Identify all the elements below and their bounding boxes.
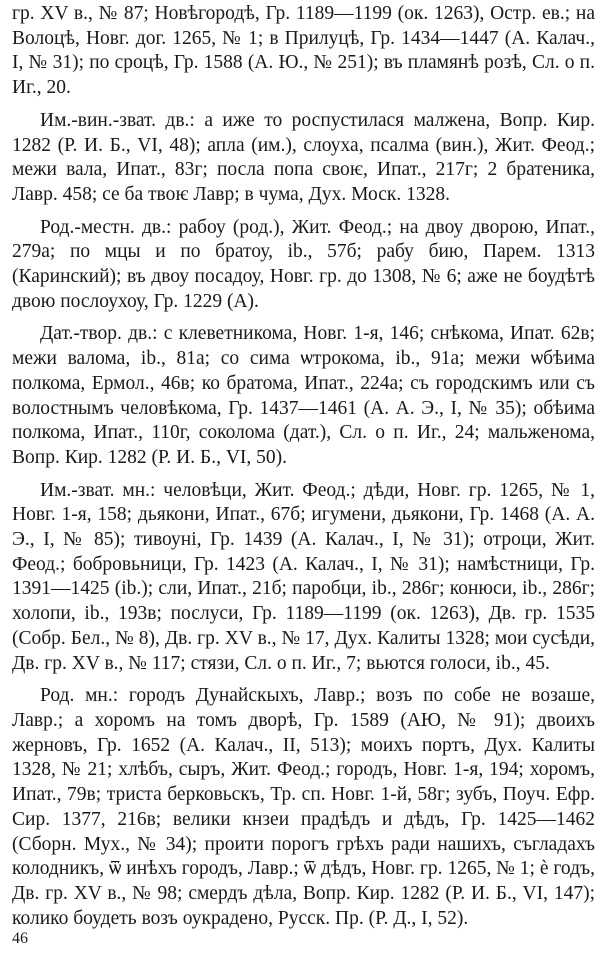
paragraph-dual-dative: Дат.-твор. дв.: с клеветникома, Новг. 1-я, 146; снѣкома, Ипат. 62в; межи валома, ib., 81а; со сима ѡтрокома, ib., 91а; межи ѡбѣима полкома, Ермол., 46в; ко братома, Ипат., 224а; съ городскимъ или съ волостнымъ человѣкома, Гр. 1437—1461 (А. А. Э., I, № 35); обѣима полкома, Ипат., 110г, соколома (дат.), Сл. о п. Иг., 24; мальженома, Вопр. Кир. 1282 (Р. И. Б., VI, 50). — [12, 323, 595, 468]
paragraph-continuation: гр. XV в., № 87; Новѣгородѣ, Гр. 1189—1199 (ок. 1263), Остр. ев.; на Волоцѣ, Новг. дог. 1265, № 1; в Прилуцѣ, Гр. 1434—1447 (А. Калач., I, № 31); по сроцѣ, Гр. 1588 (А. Ю., № 251); въ пламянѣ розѣ, Сл. о п. Иг., 20. — [12, 3, 595, 99]
paragraph-plural-nominative: Им.-зват. мн.: человѣци, Жит. Феод.; дѣди, Новг. гр. 1265, № 1, Новг. 1-я, 158; дьякони, Ипат., 67б; игумени, дьякони, Гр. 1468 (А. А. Э., I, № 85); тивоуні, Гр. 1439 (А. Калач., I, № 31); отроци, Жит. Феод.; бобровьници, Гр. 1423 (А. Калач., I, № 31); намѣстници, Гр. 1391—1425 (ib.); сли, Ипат., 21б; паробци, ib., 286г; конюси, ib., 286г; холопи, ib., 193в; послуси, Гр. 1189—1199 (ок. 1263), Дв. гр. 1535 (Собр. Бел., № 8), Дв. гр. XV в., № 17, Дух. Калиты 1328; мои сусѣди, Дв. гр. XV в., № 117; стязи, Сл. о п. Иг., 7; вьются голоси, ib., 45. — [12, 479, 595, 674]
paragraph-dual-nominative: Им.-вин.-зват. дв.: а иже то роспустилася малжена, Вопр. Кир. 1282 (Р. И. Б., VI, 48); апла (им.), слоуха, псалма (вин.), Жит. Феод.; межи вала, Ипат., 83г; посла попа своѥ, Ипат., 217г; 2 братеника, Лавр. 458; се ба твоѥ Лавр; в чума, Дух. Моск. 1328. — [12, 109, 595, 205]
main-text — [12, 2, 595, 939]
paragraph-plural-genitive: Род. мн.: городъ Дунайскыхъ, Лавр.; возъ по собе не возаше, Лавр.; а хоромъ на томъ дворѣ, Гр. 1589 (АЮ, № 91); двоихъ жерновъ, Гр. 1652 (А. Калач., II, 513); моихъ портъ, Дух. Калиты 1328, № 21; хлѣбъ, сыръ, Жит. Феод.; городъ, Новг. 1-я, 194; хоромъ, Ипат., 79в; триста берковьскъ, Тр. сп. Новг. 1-й, 58г; зубъ, Поуч. Ефр. Сир. 1377, 216в; велики кнзеи прадѣдъ и дѣдъ, Гр. 1425—1462 (Сборн. Мух., № 34); проити порогъ грѣхъ ради нашихъ, съгладахъ колодникъ, ѿ инѣхъ городъ, Лавр.; ѿ дѣдъ, Новг. гр. 1265, № 1; ѐ годъ, Дв. гр. XV в., № 98; смердъ дѣла, Вопр. Кир. 1282 (Р. И. Б., VI, 147); колико боудеть возъ оукрадено, Русск. Пр. (Р. Д., I, 52). — [12, 685, 595, 929]
paragraph-dual-genitive: Род.-местн. дв.: рабоу (род.), Жит. Феод.; на двоу дворою, Ипат., 279а; по мцы и по братоу, ib., 57б; рабу бию, Парем. 1313 (Каринский); въ двоу посадоу, Новг. гр. до 1308, № 6; аже не боудѣтѣ двою послоухоу, Гр. 1229 (А). — [12, 216, 595, 312]
page-number: 46 — [12, 930, 28, 947]
